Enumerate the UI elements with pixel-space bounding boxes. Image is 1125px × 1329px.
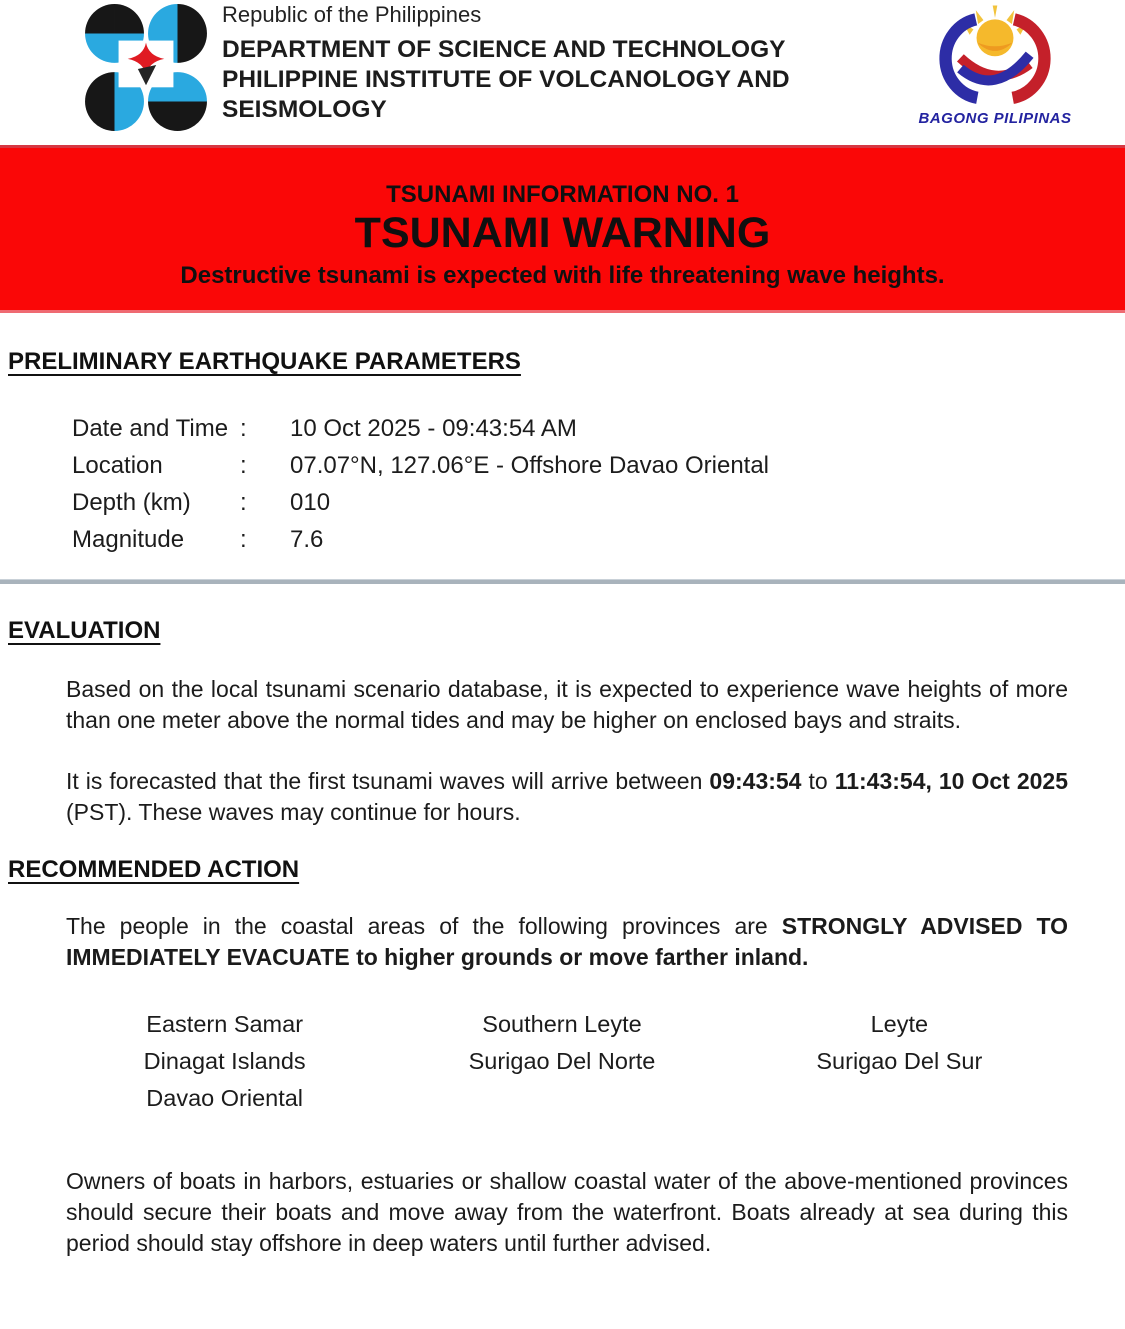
parameter-separator: : xyxy=(240,526,247,553)
banner-title: TSUNAMI WARNING xyxy=(354,209,771,257)
agency-title-block xyxy=(222,2,862,125)
parameter-label: Depth (km) xyxy=(72,489,191,516)
forecast-connector: to xyxy=(801,768,835,794)
advice-text: The people in the coastal areas of the following provinces are xyxy=(66,913,782,939)
provinces-column-3 xyxy=(731,1006,1068,1117)
parameter-label: Date and Time xyxy=(72,415,229,442)
republic-line: Republic of the Philippines xyxy=(222,2,482,27)
forecast-start-time: 09:43:54 xyxy=(709,768,802,794)
evaluation-paragraph-1: Based on the local tsunami scenario database, it is expected to experience wave heights of more than one meter above the normal tides and may be higher on enclosed bays and straits. xyxy=(66,676,1068,733)
forecast-tail: (PST). These waves may continue for hours. xyxy=(66,799,521,825)
header xyxy=(0,0,1125,145)
parameter-value: 010 xyxy=(290,489,331,516)
banner-bulletin-number: TSUNAMI INFORMATION NO. 1 xyxy=(386,181,739,208)
provinces-column-2 xyxy=(393,1006,730,1117)
parameter-row-date-time xyxy=(72,410,1125,447)
parameters-heading: PRELIMINARY EARTHQUAKE PARAMETERS xyxy=(8,348,521,375)
bagong-pilipinas-logo xyxy=(915,4,1075,127)
provinces-list xyxy=(56,1006,1068,1117)
evaluation-paragraph-2 xyxy=(66,766,1068,828)
parameter-separator: : xyxy=(240,415,247,442)
parameter-separator: : xyxy=(240,489,247,516)
evacuation-advice-paragraph xyxy=(66,911,1068,973)
institute-line: PHILIPPINE INSTITUTE OF VOLCANOLOGY AND SEISMOLOGY xyxy=(222,66,790,123)
section-divider xyxy=(0,579,1125,584)
provinces-column-1 xyxy=(56,1006,393,1117)
parameters-table xyxy=(72,410,1125,558)
parameter-value: 7.6 xyxy=(290,526,324,553)
evaluation-heading: EVALUATION xyxy=(8,617,161,644)
forecast-end-time: 11:43:54, 10 Oct 2025 xyxy=(834,768,1068,794)
province-item: Surigao Del Sur xyxy=(816,1048,983,1074)
parameter-value: 07.07°N, 127.06°E - Offshore Davao Oriental xyxy=(290,452,770,479)
banner-subtitle: Destructive tsunami is expected with life threatening wave heights. xyxy=(180,262,945,289)
province-item: Southern Leyte xyxy=(482,1011,642,1037)
dost-logo-graphic xyxy=(85,4,207,131)
province-item: Davao Oriental xyxy=(146,1085,304,1111)
province-item: Surigao Del Norte xyxy=(468,1048,656,1074)
parameter-value: 10 Oct 2025 - 09:43:54 AM xyxy=(290,415,577,442)
department-line: DEPARTMENT OF SCIENCE AND TECHNOLOGY xyxy=(222,36,786,63)
parameter-separator: : xyxy=(240,452,247,479)
forecast-text: It is forecasted that the first tsunami waves will arrive between xyxy=(66,768,710,794)
parameter-row-magnitude xyxy=(72,521,1125,558)
advice-emphasis: STRONGLY ADVISED TO IMMEDIATELY EVACUATE to higher grounds or move farther inland. xyxy=(66,913,1068,970)
boats-advisory-paragraph: Owners of boats in harbors, estuaries or shallow coastal water of the above-mentioned provinces should secure their boats and move away from the waterfront. Boats already at sea during this period should stay offshore in deep waters until further advised. xyxy=(66,1168,1068,1256)
parameter-row-depth xyxy=(72,484,1125,521)
recommended-action-heading: RECOMMENDED ACTION xyxy=(8,856,300,883)
dost-phivolcs-logo-icon xyxy=(85,4,207,131)
warning-banner xyxy=(0,145,1125,313)
bagong-pilipinas-icon xyxy=(929,4,1061,104)
parameter-label: Magnitude xyxy=(72,526,185,553)
province-item: Eastern Samar xyxy=(146,1011,304,1037)
parameter-row-location xyxy=(72,447,1125,484)
parameter-label: Location xyxy=(72,452,163,479)
province-item: Leyte xyxy=(870,1011,929,1037)
province-item: Dinagat Islands xyxy=(143,1048,306,1074)
bagong-pilipinas-caption: BAGONG PILIPINAS xyxy=(918,110,1072,127)
